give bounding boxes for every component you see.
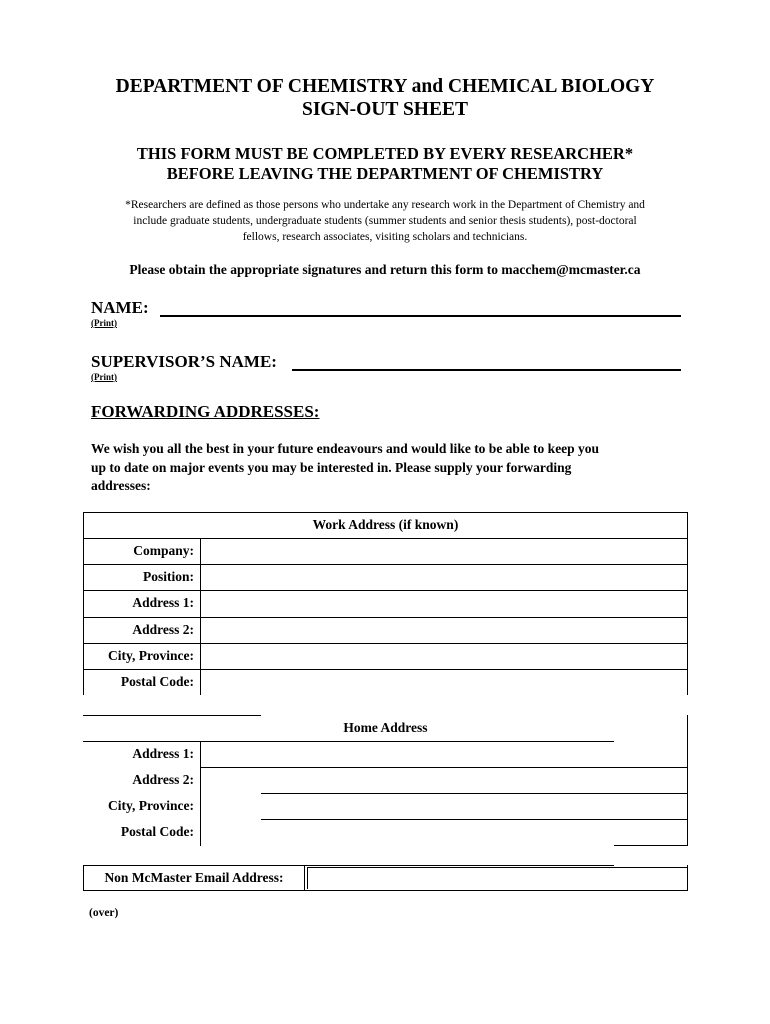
work-address2-label: Address 2: bbox=[132, 622, 194, 637]
forwarding-line-1: We wish you all the best in your future endeavours and would like to be able to keep you bbox=[91, 441, 600, 456]
return-instruction: Please obtain the appropriate signatures and return this form to macchem@mcmaster.ca bbox=[129, 262, 641, 277]
home-city-label: City, Province: bbox=[108, 798, 194, 813]
title-line-1: DEPARTMENT OF CHEMISTRY and CHEMICAL BIOLOGY bbox=[115, 76, 655, 97]
home-address1-field[interactable] bbox=[201, 742, 687, 767]
title-line-2: SIGN-OUT SHEET bbox=[302, 99, 468, 120]
subtitle-line-2: BEFORE LEAVING THE DEPARTMENT OF CHEMISTRY bbox=[166, 164, 604, 183]
forwarding-line-2: up to date on major events you may be interested in. Please supply your forwarding bbox=[91, 459, 572, 475]
researcher-footnote bbox=[0, 197, 770, 245]
supervisor-print-tag: (Print) bbox=[91, 372, 117, 382]
home-address1-label: Address 1: bbox=[132, 746, 194, 761]
footnote-line-1: *Researchers are defined as those persons who undertake any research work in the Department of Chemistry and bbox=[125, 199, 645, 211]
work-postal-field[interactable] bbox=[201, 670, 687, 695]
work-company-label: Company: bbox=[133, 543, 194, 558]
home-address-caption: Home Address bbox=[343, 720, 428, 735]
home-address2-field[interactable] bbox=[201, 768, 687, 793]
supervisor-name-field[interactable] bbox=[292, 369, 681, 371]
forwarding-paragraph bbox=[91, 440, 691, 496]
footnote-line-3: fellows, research associates, visiting scholars and technicians. bbox=[242, 231, 528, 243]
email-label: Non McMaster Email Address: bbox=[104, 870, 284, 885]
over-note: (over) bbox=[89, 907, 119, 919]
home-city-field[interactable] bbox=[201, 794, 687, 819]
subtitle-line-1: THIS FORM MUST BE COMPLETED BY EVERY RESEARCHER* bbox=[136, 144, 634, 163]
forwarding-heading: FORWARDING ADDRESSES: bbox=[91, 402, 320, 421]
supervisor-label: SUPERVISOR’S NAME: bbox=[91, 352, 277, 371]
page-title bbox=[0, 75, 770, 121]
work-position-label: Position: bbox=[142, 569, 194, 584]
work-company-field[interactable] bbox=[201, 539, 687, 564]
work-city-label: City, Province: bbox=[108, 648, 194, 663]
work-position-field[interactable] bbox=[201, 565, 687, 590]
name-field[interactable] bbox=[160, 315, 681, 317]
work-address2-field[interactable] bbox=[201, 618, 687, 643]
work-address-caption: Work Address (if known) bbox=[312, 517, 459, 532]
work-address1-label: Address 1: bbox=[132, 595, 194, 610]
subtitle bbox=[0, 144, 770, 184]
home-address2-label: Address 2: bbox=[132, 772, 194, 787]
home-postal-field[interactable] bbox=[201, 820, 687, 845]
email-field[interactable] bbox=[308, 868, 687, 889]
work-city-field[interactable] bbox=[201, 644, 687, 669]
name-label: NAME: bbox=[91, 298, 149, 317]
work-address1-field[interactable] bbox=[201, 591, 687, 617]
forwarding-line-3: addresses: bbox=[91, 478, 151, 493]
home-postal-label: Postal Code: bbox=[120, 824, 194, 839]
work-postal-label: Postal Code: bbox=[120, 674, 194, 689]
name-print-tag: (Print) bbox=[91, 318, 117, 328]
footnote-line-2: include graduate students, undergraduate students (summer students and senior thesis students), post-doctoral bbox=[133, 215, 637, 227]
